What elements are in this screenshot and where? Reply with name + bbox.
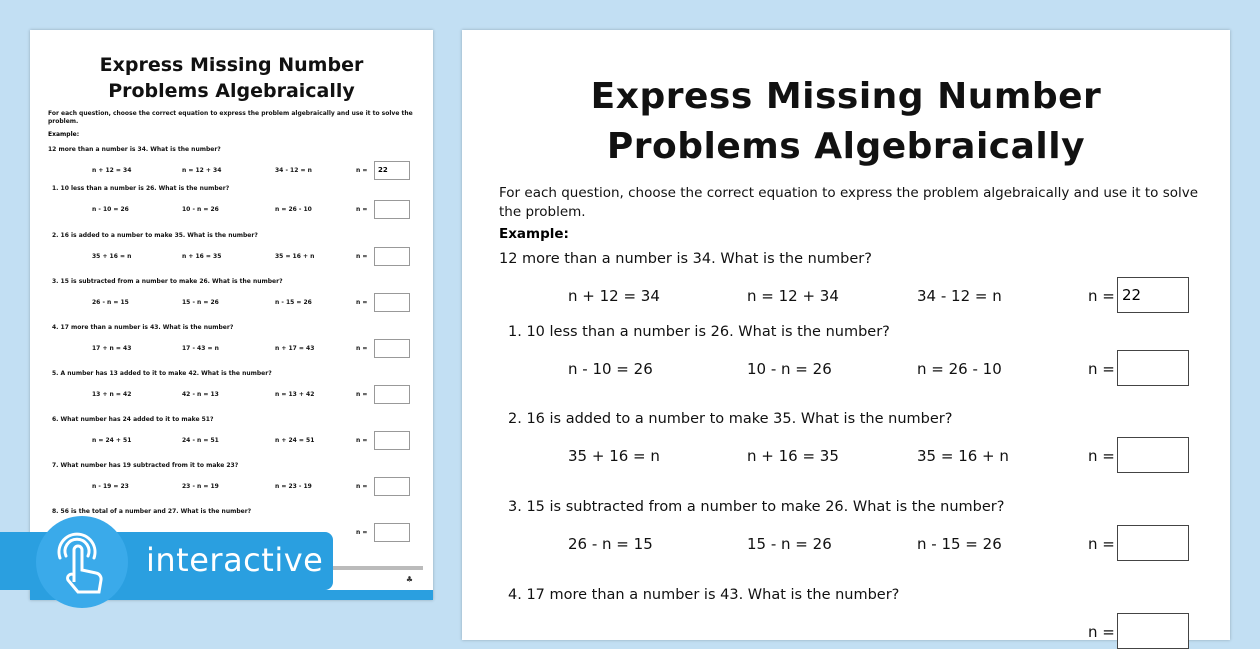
- answer-label: n =: [1088, 535, 1115, 553]
- equation-option[interactable]: 26 - n = 15: [568, 535, 653, 553]
- touch-hand-icon: [36, 516, 128, 608]
- question-text: 1. 10 less than a number is 26. What is the number?: [508, 324, 890, 340]
- answer-input[interactable]: [374, 339, 410, 358]
- title-line-2: Problems Algebraically: [108, 80, 355, 102]
- question-text: 12 more than a number is 34. What is the number?: [499, 251, 872, 267]
- equation-option[interactable]: 35 = 16 + n: [917, 447, 1009, 465]
- equation-option[interactable]: n = 24 + 51: [92, 437, 132, 444]
- answer-input[interactable]: [374, 431, 410, 450]
- equation-option[interactable]: n - 10 = 26: [568, 360, 653, 378]
- equation-option[interactable]: n + 17 = 43: [275, 345, 315, 352]
- answer-label: n =: [356, 253, 368, 260]
- equation-option[interactable]: n - 15 = 26: [917, 535, 1002, 553]
- equation-option[interactable]: 15 - n = 26: [747, 535, 832, 553]
- answer-label: n =: [356, 391, 368, 398]
- equation-option[interactable]: n + 12 = 34: [568, 287, 660, 305]
- question-text: 8. 56 is the total of a number and 27. What is the number?: [52, 508, 252, 515]
- worksheet-preview: [462, 30, 1230, 640]
- worksheet-title: [30, 52, 433, 104]
- equation-option[interactable]: 15 - n = 26: [182, 299, 219, 306]
- question-text: 3. 15 is subtracted from a number to make 26. What is the number?: [52, 278, 283, 285]
- equation-option[interactable]: n + 24 = 51: [275, 437, 315, 444]
- question-text: 2. 16 is added to a number to make 35. What is the number?: [52, 232, 258, 239]
- answer-input[interactable]: 22: [1117, 277, 1189, 313]
- equation-option[interactable]: n = 12 + 34: [747, 287, 839, 305]
- equation-option[interactable]: n - 15 = 26: [275, 299, 312, 306]
- equation-option[interactable]: 35 = 16 + n: [275, 253, 315, 260]
- equation-option[interactable]: 42 - n = 13: [182, 391, 219, 398]
- answer-input[interactable]: [374, 293, 410, 312]
- equation-option[interactable]: 35 + 16 = n: [568, 447, 660, 465]
- answer-label: n =: [356, 299, 368, 306]
- answer-label: n =: [356, 529, 368, 536]
- answer-label: n =: [1088, 623, 1115, 641]
- worksheet-title: [462, 72, 1230, 172]
- equation-option[interactable]: 24 - n = 51: [182, 437, 219, 444]
- title-line-1: Express Missing Number: [99, 54, 364, 76]
- question-text: 2. 16 is added to a number to make 35. What is the number?: [508, 411, 953, 427]
- answer-label: n =: [356, 206, 368, 213]
- equation-option[interactable]: n = 23 - 19: [275, 483, 312, 490]
- answer-input[interactable]: [1117, 350, 1189, 386]
- answer-input[interactable]: [1117, 525, 1189, 561]
- equation-option[interactable]: n = 26 - 10: [275, 206, 312, 213]
- question-text: 4. 17 more than a number is 43. What is the number?: [508, 587, 900, 603]
- example-label: Example:: [48, 131, 80, 138]
- equation-option[interactable]: n - 10 = 26: [92, 206, 129, 213]
- equation-option[interactable]: 35 + 16 = n: [92, 253, 132, 260]
- instructions: For each question, choose the correct equation to express the problem algebraically and use it to solve the problem.: [48, 110, 413, 125]
- equation-option[interactable]: n - 19 = 23: [92, 483, 129, 490]
- question-text: 6. What number has 24 added to it to make 51?: [52, 416, 214, 423]
- equation-option[interactable]: n + 16 = 35: [182, 253, 222, 260]
- question-text: 3. 15 is subtracted from a number to make 26. What is the number?: [508, 499, 1005, 515]
- badge-label: interactive: [146, 541, 324, 579]
- question-text: 12 more than a number is 34. What is the number?: [48, 146, 221, 153]
- answer-label: n =: [1088, 287, 1115, 305]
- answer-input[interactable]: [1117, 437, 1189, 473]
- answer-label: n =: [356, 345, 368, 352]
- answer-input[interactable]: [374, 247, 410, 266]
- answer-label: n =: [356, 167, 368, 174]
- answer-input[interactable]: [374, 523, 410, 542]
- equation-option[interactable]: n = 13 + 42: [275, 391, 315, 398]
- answer-label: n =: [1088, 447, 1115, 465]
- equation-option[interactable]: n + 16 = 35: [747, 447, 839, 465]
- equation-option[interactable]: 13 + n = 42: [92, 391, 132, 398]
- logo-icon: ♣: [405, 575, 413, 584]
- equation-option[interactable]: n + 12 = 34: [92, 167, 132, 174]
- answer-input[interactable]: [374, 385, 410, 404]
- title-line-1: Express Missing Number: [590, 76, 1102, 117]
- equation-option[interactable]: 10 - n = 26: [182, 206, 219, 213]
- question-text: 7. What number has 19 subtracted from it to make 23?: [52, 462, 239, 469]
- equation-option[interactable]: 26 - n = 15: [92, 299, 129, 306]
- example-label: Example:: [499, 226, 569, 242]
- answer-label: n =: [1088, 360, 1115, 378]
- equation-option[interactable]: 23 - n = 19: [182, 483, 219, 490]
- equation-option[interactable]: 10 - n = 26: [747, 360, 832, 378]
- answer-label: n =: [356, 437, 368, 444]
- equation-option[interactable]: 34 - 12 = n: [917, 287, 1002, 305]
- equation-option[interactable]: 17 + n = 43: [92, 345, 132, 352]
- answer-input[interactable]: 22: [374, 161, 410, 180]
- answer-input[interactable]: [374, 200, 410, 219]
- question-text: 5. A number has 13 added to it to make 42. What is the number?: [52, 370, 272, 377]
- worksheet-thumbnail[interactable]: [30, 30, 433, 600]
- question-text: 1. 10 less than a number is 26. What is the number?: [52, 185, 230, 192]
- answer-input[interactable]: [1117, 613, 1189, 649]
- equation-option[interactable]: 34 - 12 = n: [275, 167, 312, 174]
- answer-input[interactable]: [374, 477, 410, 496]
- title-line-2: Problems Algebraically: [606, 126, 1086, 167]
- equation-option[interactable]: n = 26 - 10: [917, 360, 1002, 378]
- equation-option[interactable]: n = 12 + 34: [182, 167, 222, 174]
- equation-option[interactable]: 17 - 43 = n: [182, 345, 219, 352]
- question-text: 4. 17 more than a number is 43. What is the number?: [52, 324, 234, 331]
- answer-label: n =: [356, 483, 368, 490]
- instructions: For each question, choose the correct equation to express the problem algebraically and use it to solve the problem.: [499, 185, 1199, 220]
